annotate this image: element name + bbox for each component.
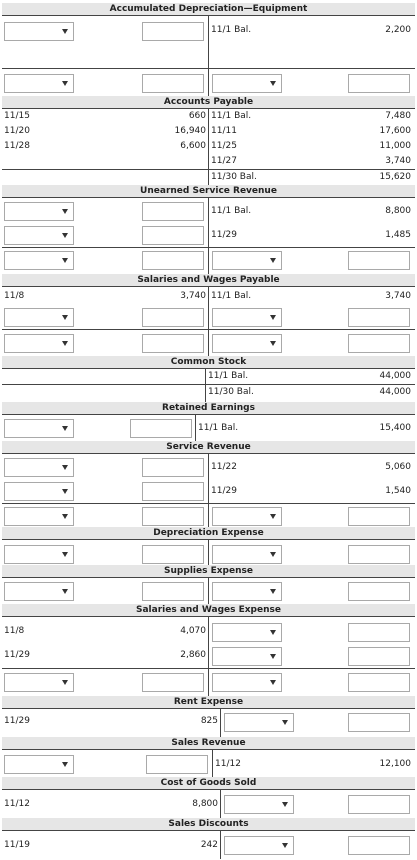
debit-date-select[interactable] (4, 308, 74, 327)
credit-amount-input[interactable] (348, 308, 410, 327)
credit-date-select[interactable] (224, 713, 294, 732)
chevron-down-icon (62, 258, 68, 263)
debit-date-select[interactable] (4, 545, 74, 564)
credit-amount-input[interactable] (348, 795, 410, 814)
debit-date: 11/19 (4, 840, 30, 850)
debit-balance-input[interactable] (142, 507, 204, 526)
t-account-divider (212, 750, 213, 777)
credit-amount: 2,200 (385, 25, 411, 35)
chevron-down-icon (282, 843, 288, 848)
debit-date: 11/28 (4, 141, 30, 151)
credit-balance-input[interactable] (348, 673, 410, 692)
chevron-down-icon (270, 81, 276, 86)
credit-amount: 3,740 (385, 156, 411, 166)
account-title-service-revenue: Service Revenue (2, 441, 415, 454)
debit-date: 11/8 (4, 291, 25, 301)
credit-amount: 44,000 (379, 371, 411, 381)
t-account-divider (220, 831, 221, 859)
chevron-down-icon (62, 489, 68, 494)
debit-amount: 6,600 (180, 141, 206, 151)
debit-amount-input[interactable] (142, 458, 204, 477)
t-account-divider (208, 540, 209, 565)
balance-line (2, 503, 415, 504)
t-account-divider (208, 198, 209, 274)
debit-date: 11/12 (4, 799, 30, 809)
balance-line (2, 247, 415, 248)
debit-amount: 660 (188, 111, 206, 121)
credit-amount: 8,800 (385, 206, 411, 216)
debit-date: 11/20 (4, 126, 30, 136)
debit-amount-input[interactable] (142, 202, 204, 221)
credit-amount-input[interactable] (348, 582, 410, 601)
debit-amount-input[interactable] (130, 419, 192, 438)
credit-date-select[interactable] (212, 308, 282, 327)
t-account-divider (195, 415, 196, 441)
credit-date-label: 11/30 Bal. (208, 387, 254, 397)
credit-amount: 1,540 (385, 486, 411, 496)
chevron-down-icon (270, 654, 276, 659)
debit-date: 11/8 (4, 626, 25, 636)
credit-date-label: 11/11 (211, 126, 237, 136)
debit-amount-input[interactable] (142, 545, 204, 564)
credit-amount: 3,740 (385, 291, 411, 301)
balance-line (2, 329, 415, 330)
credit-date-select[interactable] (212, 545, 282, 564)
chevron-down-icon (270, 630, 276, 635)
account-title-unearned-service-revenue: Unearned Service Revenue (2, 185, 415, 198)
credit-date-label: 11/1 Bal. (198, 423, 239, 433)
debit-amount-input[interactable] (142, 308, 204, 327)
credit-date-select[interactable] (212, 507, 282, 526)
chevron-down-icon (62, 315, 68, 320)
chevron-down-icon (270, 258, 276, 263)
chevron-down-icon (270, 341, 276, 346)
debit-balance-input[interactable] (142, 334, 204, 353)
account-title-salaries-wages-payable: Salaries and Wages Payable (2, 274, 415, 287)
debit-amount: 16,940 (174, 126, 206, 136)
credit-date-select[interactable] (212, 647, 282, 666)
chevron-down-icon (62, 341, 68, 346)
credit-balance-input[interactable] (348, 74, 410, 93)
t-account-divider (220, 790, 221, 818)
credit-amount-input[interactable] (348, 545, 410, 564)
credit-amount: 15,400 (379, 423, 411, 433)
debit-amount: 8,800 (192, 799, 218, 809)
credit-amount: 5,060 (385, 462, 411, 472)
chevron-down-icon (62, 589, 68, 594)
credit-date-label: 11/29 (211, 486, 237, 496)
credit-date-select[interactable] (224, 836, 294, 855)
account-title-supplies-expense: Supplies Expense (2, 565, 415, 578)
chevron-down-icon (62, 552, 68, 557)
balance-line (2, 68, 415, 69)
credit-date-select[interactable] (212, 334, 282, 353)
credit-date-label: 11/1 Bal. (208, 371, 249, 381)
credit-date-label: 11/1 Bal. (211, 291, 252, 301)
debit-amount: 3,740 (180, 291, 206, 301)
chevron-down-icon (62, 680, 68, 685)
account-title-sales-revenue: Sales Revenue (2, 737, 415, 750)
t-account-divider (205, 369, 206, 402)
credit-amount-input[interactable] (348, 713, 410, 732)
account-title-accounts-payable: Accounts Payable (2, 96, 415, 109)
debit-date-select[interactable] (4, 755, 74, 774)
chevron-down-icon (62, 465, 68, 470)
credit-amount-input[interactable] (348, 836, 410, 855)
chevron-down-icon (282, 720, 288, 725)
credit-amount: 12,100 (379, 759, 411, 769)
debit-amount: 242 (200, 840, 218, 850)
credit-balance-input[interactable] (348, 334, 410, 353)
credit-date-label: 11/25 (211, 141, 237, 151)
t-account-divider (208, 109, 209, 185)
debit-amount-input[interactable] (142, 226, 204, 245)
debit-amount-input[interactable] (146, 755, 208, 774)
credit-date-select[interactable] (212, 673, 282, 692)
debit-amount-input[interactable] (142, 22, 204, 41)
chevron-down-icon (282, 802, 288, 807)
t-account-divider (208, 287, 209, 356)
credit-amount-input[interactable] (348, 623, 410, 642)
credit-date-select[interactable] (212, 251, 282, 270)
credit-amount: 7,480 (385, 111, 411, 121)
credit-date-select[interactable] (212, 582, 282, 601)
account-title-salaries-wages-expense: Salaries and Wages Expense (2, 604, 415, 617)
credit-date-label: 11/29 (211, 230, 237, 240)
credit-date-label: 11/27 (211, 156, 237, 166)
credit-date-select[interactable] (224, 795, 294, 814)
account-title-rent-expense: Rent Expense (2, 696, 415, 709)
debit-date-select[interactable] (4, 202, 74, 221)
debit-amount: 4,070 (180, 626, 206, 636)
debit-date-select[interactable] (4, 582, 74, 601)
credit-date-select[interactable] (212, 74, 282, 93)
chevron-down-icon (62, 514, 68, 519)
credit-date-label: 11/1 Bal. (211, 111, 252, 121)
t-account-divider (208, 617, 209, 696)
chevron-down-icon (62, 81, 68, 86)
credit-amount: 11,000 (379, 141, 411, 151)
debit-amount: 825 (200, 716, 218, 726)
debit-date-select[interactable] (4, 507, 74, 526)
account-title-sales-discounts: Sales Discounts (2, 818, 415, 831)
balance-line (2, 384, 415, 385)
debit-date: 11/15 (4, 111, 30, 121)
chevron-down-icon (62, 209, 68, 214)
account-title-cost-of-goods-sold: Cost of Goods Sold (2, 777, 415, 790)
debit-date-select[interactable] (4, 22, 74, 41)
credit-date-label: 11/1 Bal. (211, 25, 252, 35)
chevron-down-icon (62, 233, 68, 238)
credit-date-select[interactable] (212, 623, 282, 642)
account-title-retained-earnings: Retained Earnings (2, 402, 415, 415)
credit-balance-input[interactable] (348, 507, 410, 526)
debit-date-select[interactable] (4, 334, 74, 353)
debit-date-select[interactable] (4, 226, 74, 245)
t-account-divider (208, 16, 209, 96)
credit-amount: 17,600 (379, 126, 411, 136)
debit-date-select[interactable] (4, 419, 74, 438)
debit-amount: 2,860 (180, 650, 206, 660)
debit-date: 11/29 (4, 650, 30, 660)
credit-amount-input[interactable] (348, 647, 410, 666)
account-title-depreciation-expense: Depreciation Expense (2, 527, 415, 540)
debit-amount-input[interactable] (142, 582, 204, 601)
credit-amount: 1,485 (385, 230, 411, 240)
credit-balance-amount: 44,000 (379, 387, 411, 397)
chevron-down-icon (62, 29, 68, 34)
chevron-down-icon (270, 514, 276, 519)
debit-date-select[interactable] (4, 673, 74, 692)
chevron-down-icon (270, 680, 276, 685)
credit-date-label: 11/30 Bal. (211, 172, 257, 182)
account-title-common-stock: Common Stock (2, 356, 415, 369)
debit-date-select[interactable] (4, 482, 74, 501)
debit-balance-input[interactable] (142, 74, 204, 93)
balance-line (2, 668, 415, 669)
t-account-divider (208, 454, 209, 527)
chevron-down-icon (270, 552, 276, 557)
credit-date-label: 11/1 Bal. (211, 206, 252, 216)
chevron-down-icon (62, 426, 68, 431)
debit-balance-input[interactable] (142, 251, 204, 270)
chevron-down-icon (62, 762, 68, 767)
t-account-divider (208, 578, 209, 604)
debit-date-select[interactable] (4, 251, 74, 270)
t-account-divider (220, 709, 221, 737)
debit-amount-input[interactable] (142, 482, 204, 501)
account-title-accum-dep-equipment: Accumulated Depreciation—Equipment (2, 3, 415, 16)
chevron-down-icon (270, 589, 276, 594)
credit-date-label: 11/12 (215, 759, 241, 769)
credit-balance-input[interactable] (348, 251, 410, 270)
chevron-down-icon (270, 315, 276, 320)
credit-balance-amount: 15,620 (379, 172, 411, 182)
debit-date: 11/29 (4, 716, 30, 726)
credit-date-label: 11/22 (211, 462, 237, 472)
debit-balance-input[interactable] (142, 673, 204, 692)
debit-date-select[interactable] (4, 74, 74, 93)
debit-date-select[interactable] (4, 458, 74, 477)
balance-line (2, 169, 415, 170)
